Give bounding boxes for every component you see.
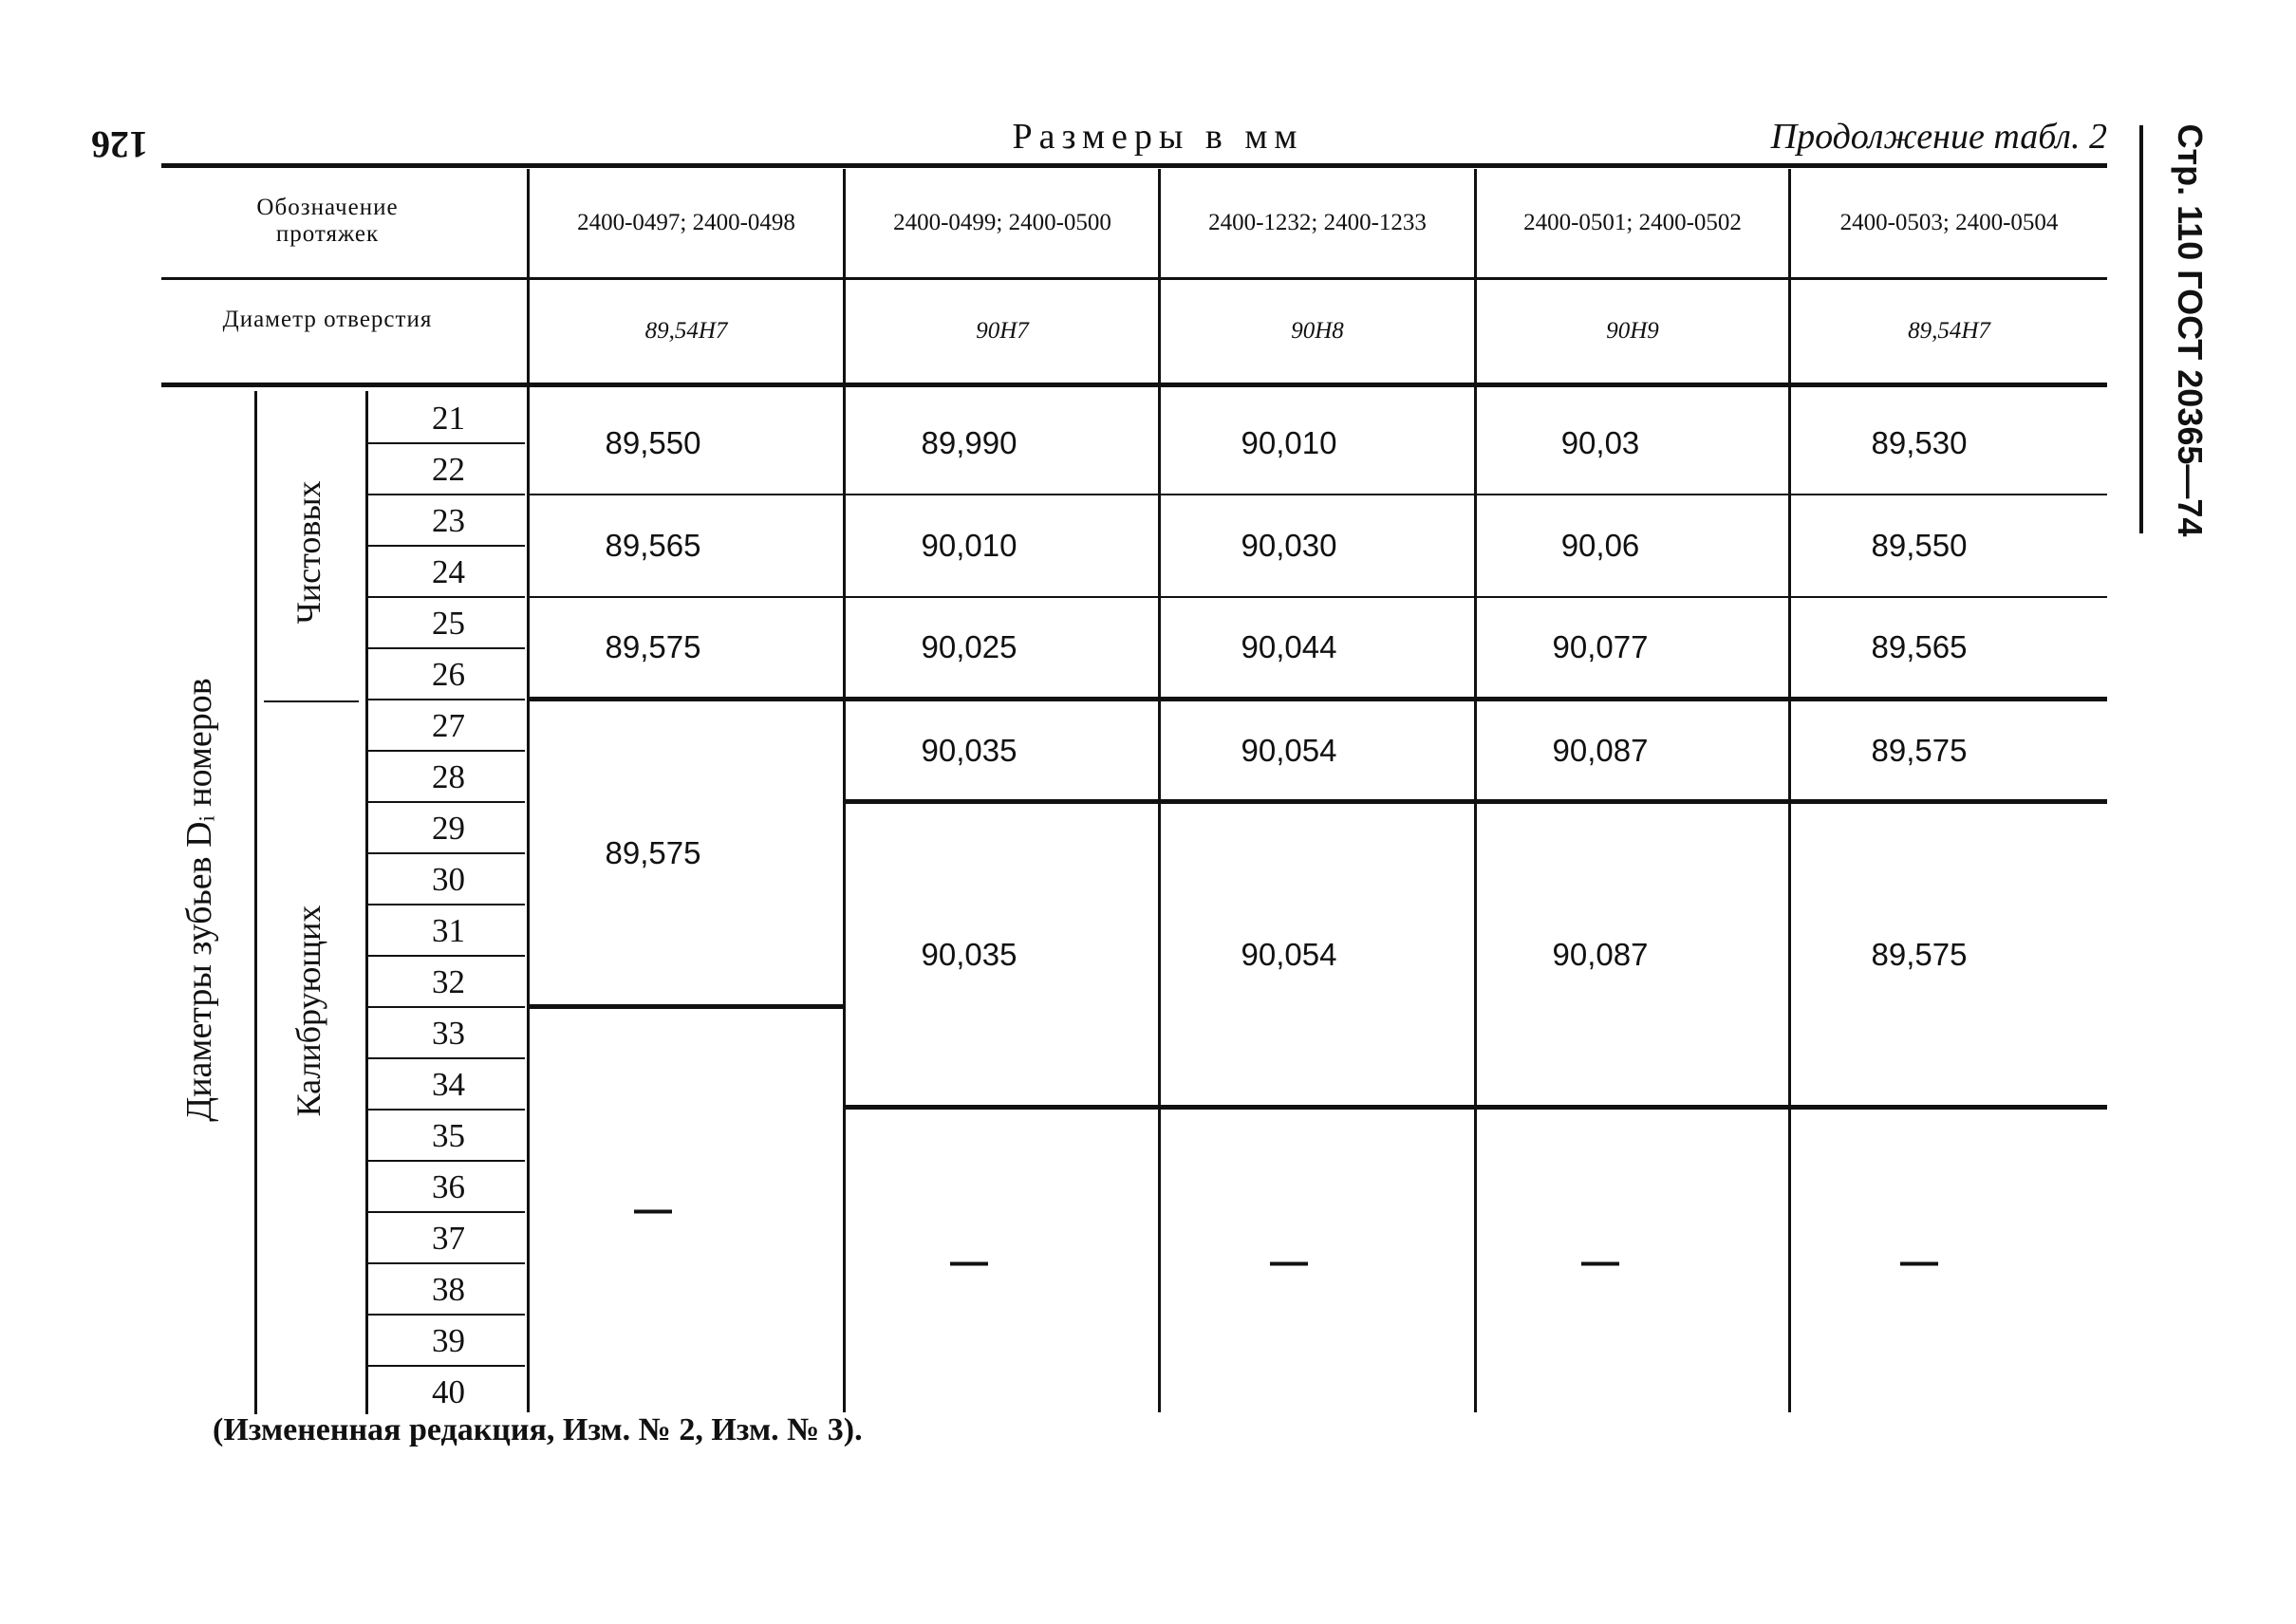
value-c2-25-26: 90,025 <box>921 629 1017 664</box>
value-c3-25-26: 90,044 <box>1241 629 1337 664</box>
designation-col-4: 2400-0501; 2400-0502 <box>1523 210 1742 235</box>
tooth-number-39: 39 <box>432 1322 465 1359</box>
value-c2-35-40: — <box>950 1240 988 1282</box>
tooth-number-28: 28 <box>432 758 465 795</box>
tooth-number-40: 40 <box>432 1373 465 1410</box>
value-c1-25-26: 89,575 <box>605 629 701 664</box>
value-c5-35-40: — <box>1900 1240 1938 1282</box>
group-divider <box>264 700 359 702</box>
value-c4-29-34: 90,087 <box>1552 937 1649 972</box>
value-c5-23-24: 89,550 <box>1871 528 1968 563</box>
designation-col-2: 2400-0499; 2400-0500 <box>893 210 1111 235</box>
value-c1-27-32: 89,575 <box>605 835 701 870</box>
value-c4-27-28: 90,087 <box>1552 733 1649 768</box>
tooth-number-34: 34 <box>432 1066 465 1103</box>
tooth-number-24: 24 <box>432 553 465 590</box>
amendment-note: (Измененная редакция, Изм. № 2, Изм. № 3). <box>213 1412 863 1447</box>
tooth-number-32: 32 <box>432 963 465 1000</box>
value-c5-21-22: 89,530 <box>1871 425 1968 460</box>
tooth-number-29: 29 <box>432 810 465 847</box>
tooth-rule <box>368 442 525 444</box>
tooth-rule <box>368 494 525 495</box>
tooth-rule <box>368 699 525 700</box>
running-header <box>2147 121 2232 539</box>
tooth-number-27: 27 <box>432 707 465 744</box>
tooth-number-30: 30 <box>432 861 465 898</box>
value-c2-23-24: 90,010 <box>921 528 1017 563</box>
tooth-number-23: 23 <box>432 502 465 539</box>
value-c4-25-26: 90,077 <box>1552 629 1649 664</box>
value-c5-25-26: 89,565 <box>1871 629 1968 664</box>
pair-rule-28-29 <box>846 799 2107 804</box>
tooth-rule <box>368 1057 525 1059</box>
designation-col-1: 2400-0497; 2400-0498 <box>577 210 795 235</box>
value-c4-35-40: — <box>1581 1240 1619 1282</box>
diameter-col-5: 89,54Н7 <box>1908 317 1990 344</box>
tooth-number-22: 22 <box>432 451 465 488</box>
value-c1-21-22: 89,550 <box>605 425 701 460</box>
tooth-number-35: 35 <box>432 1117 465 1154</box>
tooth-rule <box>368 1211 525 1213</box>
page-number: 126 <box>91 123 148 167</box>
tooth-rule <box>368 801 525 803</box>
designation-col-5: 2400-0503; 2400-0504 <box>1839 210 2059 235</box>
tooth-number-36: 36 <box>432 1168 465 1205</box>
tooth-number-33: 33 <box>432 1015 465 1052</box>
value-c5-27-28: 89,575 <box>1871 733 1968 768</box>
cols-rule-34-35 <box>846 1105 2107 1110</box>
table-top-rule <box>161 163 2107 168</box>
tooth-rule <box>368 1160 525 1162</box>
tooth-rule <box>368 647 525 649</box>
tooth-rule <box>368 1109 525 1111</box>
value-c3-35-40: — <box>1270 1240 1308 1282</box>
tooth-rule <box>368 955 525 957</box>
running-header-text: Стр. 110 ГОСТ 20365—74 <box>2171 123 2210 537</box>
col1-rule-32-33 <box>530 1004 843 1009</box>
header-designation-label: Обозначение протяжек <box>256 195 399 247</box>
tooth-number-26: 26 <box>432 656 465 693</box>
diameter-col-1: 89,54Н7 <box>644 317 728 344</box>
value-c4-23-24: 90,06 <box>1560 528 1640 563</box>
header-mid-rule <box>161 277 2107 280</box>
header-diameter-label: Диаметр отверстия <box>222 307 433 332</box>
value-c1-33-40: — <box>634 1187 672 1230</box>
tooth-rule <box>368 1365 525 1367</box>
value-c2-21-22: 89,990 <box>921 425 1017 460</box>
value-c2-27-28: 90,035 <box>921 733 1017 768</box>
header-bottom-rule <box>161 383 2107 387</box>
tooth-rule <box>368 1314 525 1316</box>
value-c3-29-34: 90,054 <box>1241 937 1337 972</box>
table-continuation-label: Продолжение табл. 2 <box>1770 117 2107 157</box>
diameter-col-2: 90Н7 <box>976 317 1029 344</box>
value-c3-23-24: 90,030 <box>1241 528 1337 563</box>
group-label-calibrating: Калибрующих <box>289 905 327 1117</box>
tooth-number-37: 37 <box>432 1220 465 1257</box>
tooth-rule <box>368 1006 525 1008</box>
diameter-col-4: 90Н9 <box>1606 317 1659 344</box>
value-c3-27-28: 90,054 <box>1241 733 1337 768</box>
tooth-rule <box>368 750 525 752</box>
tooth-rule <box>368 596 525 598</box>
value-c5-29-34: 89,575 <box>1871 937 1968 972</box>
tooth-number-38: 38 <box>432 1271 465 1308</box>
row-label-main: Диаметры зубьев Dᵢ номеров <box>179 678 219 1122</box>
pair-rule-26-27 <box>530 697 2107 701</box>
value-c1-23-24: 89,565 <box>605 528 701 563</box>
value-c2-29-34: 90,035 <box>921 937 1017 972</box>
units-caption: Размеры в мм <box>1012 117 1304 157</box>
tooth-rule <box>368 904 525 905</box>
designation-col-3: 2400-1232; 2400-1233 <box>1208 210 1427 235</box>
tooth-rule <box>368 545 525 547</box>
tooth-number-25: 25 <box>432 605 465 642</box>
tooth-number-31: 31 <box>432 912 465 949</box>
stub-line-outer <box>254 391 257 1414</box>
tooth-number-21: 21 <box>432 400 465 437</box>
running-header-rule <box>2139 125 2143 533</box>
value-c4-21-22: 90,03 <box>1560 425 1640 460</box>
tooth-rule <box>368 852 525 854</box>
group-label-finishing: Чистовых <box>289 480 327 625</box>
tooth-rule <box>368 1262 525 1264</box>
value-c3-21-22: 90,010 <box>1241 425 1337 460</box>
diameter-col-3: 90Н8 <box>1291 317 1344 344</box>
